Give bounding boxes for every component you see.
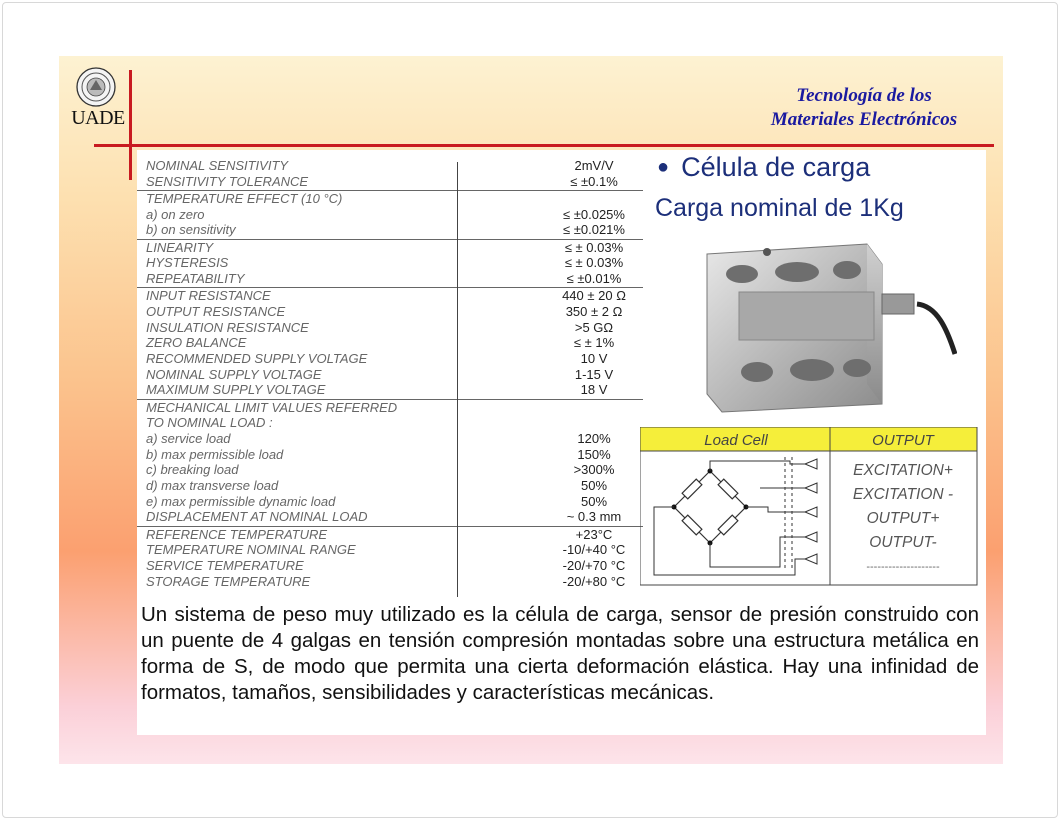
spec-row bbox=[137, 431, 652, 447]
header-horizontal-rule bbox=[94, 144, 994, 147]
spec-label: MAXIMUM SUPPLY VOLTAGE bbox=[146, 382, 326, 398]
spec-value: ≤ ± 0.03% bbox=[564, 255, 624, 271]
spec-label: e) max permissible dynamic load bbox=[146, 493, 336, 509]
output-label: EXCITATION+ bbox=[853, 462, 953, 479]
spec-label: REPEATABILITY bbox=[146, 270, 245, 286]
strain-gauge-resistor bbox=[718, 479, 738, 499]
subtitle: Carga nominal de 1Kg bbox=[655, 194, 904, 222]
spec-row bbox=[137, 542, 652, 558]
spec-value: 350 ± 2 Ω bbox=[565, 303, 623, 319]
spec-row bbox=[137, 158, 652, 174]
spec-row bbox=[137, 558, 652, 574]
header-title-line2: Materiales Electrónicos bbox=[770, 109, 958, 130]
spec-row bbox=[137, 351, 652, 367]
spec-value: ≤ ±0.1% bbox=[570, 173, 618, 189]
spec-row bbox=[137, 288, 652, 304]
spec-label: TO NOMINAL LOAD : bbox=[146, 415, 273, 431]
header-vertical-rule bbox=[129, 70, 132, 180]
spec-value: ≤ ±0.021% bbox=[563, 222, 625, 238]
strain-gauge-resistor bbox=[682, 479, 702, 499]
strain-gauge-resistor bbox=[718, 515, 738, 535]
spec-value: ≤ ± 0.03% bbox=[564, 239, 624, 255]
load-cell-image bbox=[697, 234, 957, 414]
spec-value: 150% bbox=[577, 446, 611, 462]
spec-label: d) max transverse load bbox=[146, 478, 279, 493]
spec-value: ≤ ±0.01% bbox=[566, 270, 622, 286]
bullet-title bbox=[657, 152, 870, 183]
spec-label: TEMPERATURE EFFECT (10 °C) bbox=[146, 190, 343, 206]
spec-row bbox=[137, 509, 652, 525]
bullet-text: Célula de carga bbox=[681, 152, 871, 182]
terminal-arrow bbox=[805, 459, 817, 469]
spec-value: 10 V bbox=[580, 350, 608, 366]
spec-label: LINEARITY bbox=[146, 239, 214, 255]
spec-row bbox=[137, 174, 652, 190]
bullet-icon: ● bbox=[657, 156, 670, 178]
spec-label: SERVICE TEMPERATURE bbox=[146, 558, 304, 573]
spec-row bbox=[137, 478, 652, 494]
spec-value: +23°C bbox=[575, 526, 613, 542]
wire bbox=[746, 507, 805, 512]
spec-table-divider bbox=[457, 162, 458, 597]
terminal-arrow bbox=[805, 554, 817, 564]
output-label: EXCITATION - bbox=[852, 486, 954, 503]
spec-value: >5 GΩ bbox=[574, 319, 614, 335]
spec-value: 1-15 V bbox=[574, 366, 614, 382]
spec-row bbox=[137, 240, 652, 256]
spec-row bbox=[137, 320, 652, 336]
load-cell-wiring-diagram bbox=[640, 427, 980, 587]
spec-label: DISPLACEMENT AT NOMINAL LOAD bbox=[146, 509, 368, 525]
spec-label: a) on zero bbox=[146, 206, 205, 222]
output-dashes: -------------------- bbox=[866, 561, 940, 573]
terminal-arrow bbox=[805, 483, 817, 493]
spec-label: a) service load bbox=[146, 430, 231, 446]
university-seal-icon bbox=[71, 66, 121, 108]
spec-label: MECHANICAL LIMIT VALUES REFERRED bbox=[146, 399, 398, 415]
spec-label: OUTPUT RESISTANCE bbox=[146, 303, 286, 319]
spec-label: INSULATION RESISTANCE bbox=[146, 319, 309, 335]
spec-value: 120% bbox=[577, 430, 611, 446]
spec-label: REFERENCE TEMPERATURE bbox=[146, 526, 328, 542]
strain-gauge-resistor bbox=[682, 515, 702, 535]
diagram-header-right: OUTPUT bbox=[872, 432, 934, 449]
spec-value: 440 ± 20 Ω bbox=[562, 288, 626, 304]
spec-value: -20/+80 °C bbox=[562, 573, 626, 589]
output-label: OUTPUT+ bbox=[866, 510, 940, 527]
spec-label: HYSTERESIS bbox=[146, 255, 229, 271]
spec-row bbox=[137, 191, 652, 207]
spec-row bbox=[137, 382, 652, 398]
spec-row bbox=[137, 335, 652, 351]
spec-row bbox=[137, 255, 652, 271]
output-label: OUTPUT- bbox=[869, 534, 937, 551]
description-paragraph: Un sistema de peso muy utilizado es la célula de carga, sensor de presión construido con un puente de 4 galgas en tensión compresión montadas sobre una estructura metálica en forma de S, de modo que permita una cierta deformación elástica. Hay una infinidad de formatos, tamaños, sensibilidades y características mecánicas. bbox=[141, 603, 979, 704]
spec-row bbox=[137, 207, 652, 223]
spec-label: STORAGE TEMPERATURE bbox=[146, 573, 311, 589]
spec-label: SENSITIVITY TOLERANCE bbox=[146, 173, 309, 189]
logo-text: UADE bbox=[71, 107, 125, 129]
spec-label: NOMINAL SUPPLY VOLTAGE bbox=[146, 366, 322, 382]
spec-row bbox=[137, 447, 652, 463]
spec-label: ZERO BALANCE bbox=[146, 335, 247, 351]
spec-label: TEMPERATURE NOMINAL RANGE bbox=[146, 542, 356, 558]
spec-value: ~ 0.3 mm bbox=[566, 509, 622, 525]
diagram-header-left: Load Cell bbox=[704, 432, 768, 449]
spec-row bbox=[137, 304, 652, 320]
spec-label: NOMINAL SENSITIVITY bbox=[146, 158, 289, 173]
header-title-line1: Tecnología de los bbox=[796, 85, 932, 106]
spec-row bbox=[137, 222, 652, 238]
spec-row bbox=[137, 400, 652, 416]
spec-value: 2mV/V bbox=[574, 158, 614, 173]
spec-row bbox=[137, 462, 652, 478]
spec-row bbox=[137, 271, 652, 287]
wire bbox=[710, 537, 805, 567]
spec-row bbox=[137, 367, 652, 383]
header-title bbox=[740, 84, 988, 132]
spec-value: 50% bbox=[580, 478, 608, 493]
slide-content bbox=[137, 150, 986, 735]
spec-row bbox=[137, 415, 652, 431]
spec-label: c) breaking load bbox=[146, 462, 239, 478]
wire bbox=[710, 461, 805, 471]
spec-value: -10/+40 °C bbox=[562, 542, 626, 558]
spec-label: b) max permissible load bbox=[146, 446, 284, 462]
spec-value: ≤ ± 1% bbox=[573, 335, 615, 351]
terminal-arrow bbox=[805, 532, 817, 542]
spec-label: RECOMMENDED SUPPLY VOLTAGE bbox=[146, 350, 368, 366]
spec-row bbox=[137, 494, 652, 510]
spec-value: >300% bbox=[573, 462, 615, 478]
spec-label: INPUT RESISTANCE bbox=[146, 288, 271, 304]
spec-value: ≤ ±0.025% bbox=[563, 206, 625, 222]
spec-value: 50% bbox=[580, 493, 608, 509]
terminal-arrow bbox=[805, 507, 817, 517]
spec-value: 18 V bbox=[580, 382, 608, 398]
spec-label: b) on sensitivity bbox=[146, 222, 236, 238]
spec-value: -20/+70 °C bbox=[562, 558, 626, 573]
spec-row bbox=[137, 574, 652, 590]
spec-row bbox=[137, 527, 652, 543]
